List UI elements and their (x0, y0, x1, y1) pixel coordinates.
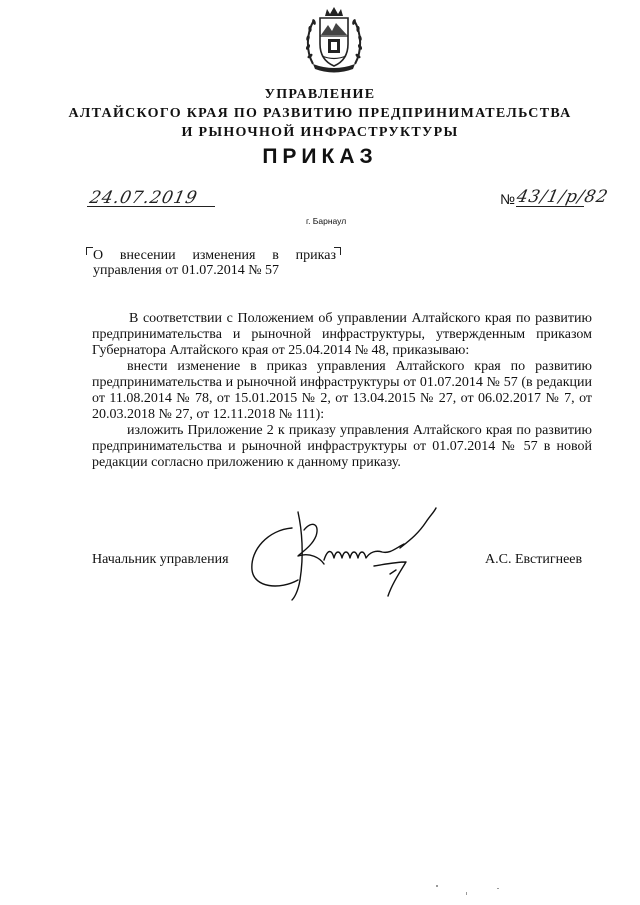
document-title: ПРИКАЗ (262, 145, 378, 168)
subject-line-1: О внесении изменения в приказ (93, 248, 336, 263)
document-date: 24.07.2019 (87, 188, 200, 208)
org-name-line-2: АЛТАЙСКОГО КРАЯ ПО РАЗВИТИЮ ПРЕДПРИНИМАТЕЛЬСТВА (68, 106, 572, 121)
scan-speck (436, 885, 438, 887)
scan-speck (466, 892, 467, 895)
signatory-position: Начальник управления (92, 552, 229, 567)
org-name-line-3: И РЫНОЧНОЙ ИНФРАСТРУКТУРЫ (181, 125, 459, 140)
handwritten-signature (240, 500, 445, 610)
order-body (92, 311, 592, 471)
city-label: г. Барнаул (306, 216, 347, 226)
document-number: 43/1/р/82 (514, 187, 611, 207)
body-paragraph-amend: внести изменение в приказ управления Алтайского края по развитию предпринимательства и рыночной инфраструктуры от 01.07.2014 № 57 (в редакции от 11.08.2014 № 78, от 15.01.2015 № 2, от 13.04.2015 № 27, от 06.02.2017 № 7, от 20.03.2018 № 27, от 12.11.2018 № 111): (92, 359, 592, 422)
org-name-line-1: УПРАВЛЕНИЕ (264, 87, 376, 102)
signatory-name: А.С. Евстигнеев (485, 552, 583, 567)
scan-speck (497, 888, 499, 889)
date-underline (87, 206, 215, 207)
number-label: № (500, 191, 516, 207)
body-paragraph-basis: В соответствии с Положением об управлении Алтайского края по развитию предпринимательства и рыночной инфраструктуры, утвержденным приказом Губернатора Алтайского края от 25.04.2014 № 48, приказываю: (92, 311, 592, 358)
order-subject (93, 248, 336, 278)
coat-of-arms-icon (303, 6, 365, 78)
body-paragraph-annex: изложить Приложение 2 к приказу управления Алтайского края по развитию предпринимательства и рыночной инфраструктуры от 01.07.2014 № 57 в новой редакции согласно приложению к данному приказу. (92, 423, 592, 470)
subject-bracket-left (86, 247, 93, 255)
number-underline (516, 206, 584, 207)
subject-line-2: управления от 01.07.2014 № 57 (93, 263, 280, 278)
